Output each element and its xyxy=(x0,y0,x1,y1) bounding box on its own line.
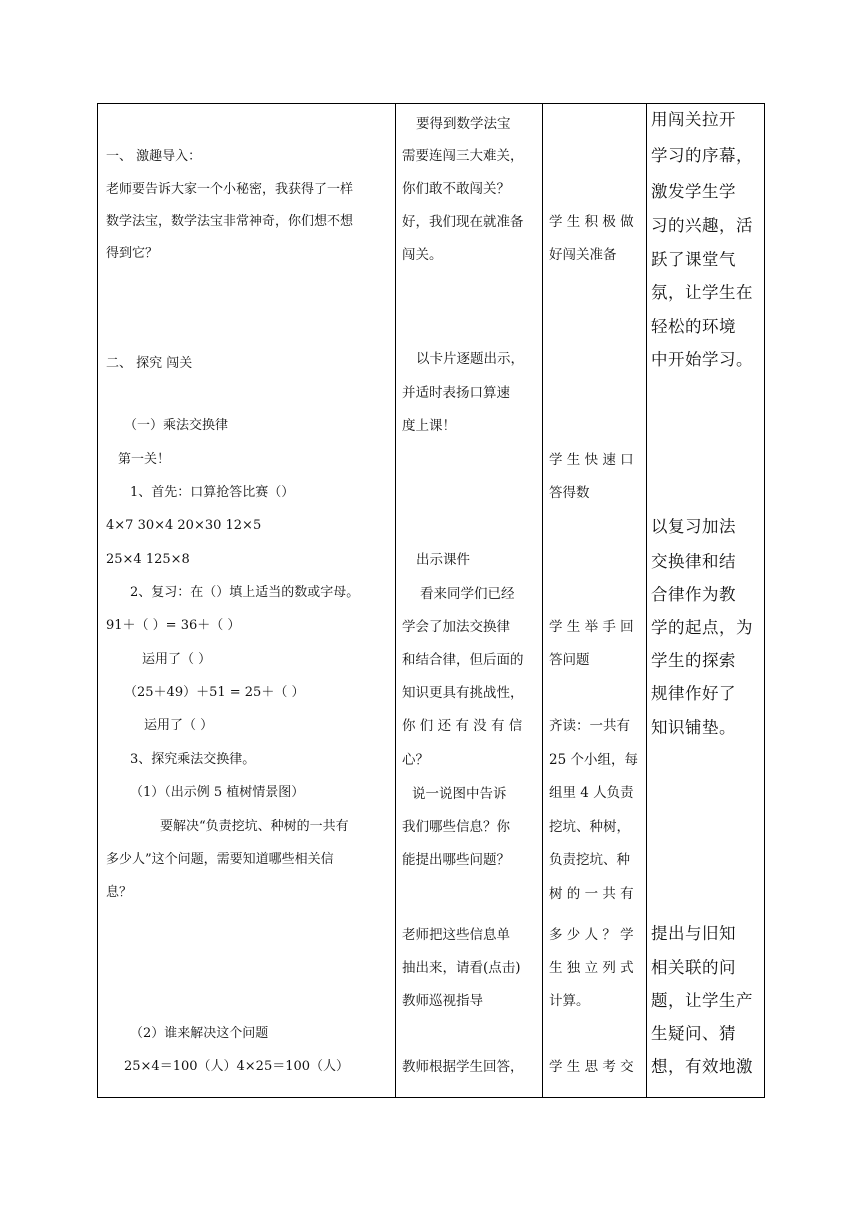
content-line: 老师要告诉大家一个小秘密，我获得了一样 xyxy=(106,182,354,197)
content-line: 中开始学习。 xyxy=(651,350,753,369)
content-line: 需要连闯三大难关， xyxy=(402,148,524,164)
content-line: 提出与旧知 xyxy=(651,924,736,943)
content-line: 能提出哪些问题？ xyxy=(402,852,510,868)
content-line: 学的起点，为 xyxy=(651,618,753,637)
content-line: （25＋49）＋51 = 25＋（ ） xyxy=(124,685,305,700)
content-line: 息？ xyxy=(106,885,133,900)
column-divider-3 xyxy=(646,104,647,1097)
content-line: 91＋（ ）= 36＋（ ） xyxy=(106,618,241,633)
content-line: 25×4 125×8 xyxy=(106,552,190,567)
content-line: 要解决“负责挖坑、种树的一共有 xyxy=(160,819,349,834)
content-line: 生 独 立 列 式 xyxy=(549,960,634,976)
content-line: 25 个小组，每 xyxy=(549,752,638,768)
content-line: 说一说图中告诉 xyxy=(412,786,507,802)
content-line: 好，我们现在就准备 xyxy=(402,214,524,230)
content-line: 老师把这些信息单 xyxy=(402,927,510,943)
content-line: 教师巡视指导 xyxy=(402,993,483,1009)
content-line: 知识铺垫。 xyxy=(651,718,736,737)
content-line: 3、探究乘法交换律。 xyxy=(130,752,256,767)
content-line: 答问题 xyxy=(549,652,590,668)
content-line: 负责挖坑、种 xyxy=(549,852,630,868)
content-line: 学 生 思 考 交 xyxy=(549,1059,634,1075)
content-line: 并适时表扬口算速 xyxy=(402,385,510,401)
content-line: 合律作为教 xyxy=(651,585,736,604)
content-line: 你们敢不敢闯关？ xyxy=(402,181,510,197)
content-line: 心？ xyxy=(402,752,429,768)
content-line: 1、首先：口算抢答比赛（） xyxy=(130,485,295,500)
content-line: 知识更具有挑战性， xyxy=(402,685,524,701)
content-line: 看来同学们已经 xyxy=(420,586,515,602)
column-divider-1 xyxy=(395,104,396,1097)
content-line: 2、复习：在（）填上适当的数或字母。 xyxy=(130,585,360,600)
content-line: 学 生 举 手 回 xyxy=(549,619,634,635)
content-line: 轻松的环境 xyxy=(651,317,736,336)
content-line: 交换律和结 xyxy=(651,552,736,571)
content-line: 教师根据学生回答， xyxy=(402,1059,524,1075)
content-line: 多 少 人 ？ 学 xyxy=(549,927,634,943)
content-line: 数学法宝，数学法宝非常神奇，你们想不想 xyxy=(106,214,354,229)
column-divider-2 xyxy=(542,104,543,1097)
content-line: 抽出来，请看(点击) xyxy=(402,960,521,976)
content-line: 氛，让学生在 xyxy=(651,283,753,302)
section-title-explore: 二、 探究 闯关 xyxy=(106,356,193,371)
content-line: 以复习加法 xyxy=(651,517,736,536)
content-line: 学会了加法交换律 xyxy=(402,619,510,635)
content-line: 挖坑、种树， xyxy=(549,819,630,835)
content-line: 跃了课堂气 xyxy=(651,250,736,269)
content-line: 出示课件 xyxy=(416,552,470,568)
content-line: 习的兴趣，活 xyxy=(651,216,753,235)
section-title-intro: 一、 激趣导入： xyxy=(106,149,202,164)
content-line: （2）谁来解决这个问题 xyxy=(130,1026,269,1041)
subsection-title: （一）乘法交换律 xyxy=(124,418,229,433)
content-line: 我们哪些信息？你 xyxy=(402,819,510,835)
content-line: 4×7 30×4 20×30 12×5 xyxy=(106,518,262,533)
content-line: 学 生 快 速 口 xyxy=(549,452,634,468)
content-line: 运用了（ ） xyxy=(144,718,214,733)
content-line: 多少人”这个问题，需要知道哪些相关信 xyxy=(106,852,334,867)
content-line: 组里 4 人负责 xyxy=(549,785,634,801)
content-line: 学 生 积 极 做 xyxy=(549,214,634,230)
content-line: 规律作好了 xyxy=(651,684,736,703)
content-line: 相关联的问 xyxy=(651,958,736,977)
content-line: 运用了（ ） xyxy=(142,652,212,667)
content-line: 度上课！ xyxy=(402,418,456,434)
lesson-plan-table xyxy=(97,103,765,1098)
content-line: 激发学生学 xyxy=(651,182,736,201)
content-line: 好闯关准备 xyxy=(549,247,617,263)
content-line: 闯关。 xyxy=(402,247,443,263)
content-line: 第一关！ xyxy=(118,452,171,467)
teaching-content-column xyxy=(106,104,392,1097)
content-line: 和结合律，但后面的 xyxy=(402,652,524,668)
content-line: 树 的 一 共 有 xyxy=(549,886,634,902)
content-line: 得到它？ xyxy=(106,246,159,261)
content-line: 计算。 xyxy=(549,993,590,1009)
content-line: 想，有效地激 xyxy=(651,1057,753,1076)
content-line: 答得数 xyxy=(549,485,590,501)
content-line: 题，让学生产 xyxy=(651,991,753,1010)
content-line: 齐读：一共有 xyxy=(549,718,630,734)
content-line: 要得到数学法宝 xyxy=(416,116,511,132)
content-line: 用闯关拉开 xyxy=(651,110,736,129)
content-line: 学习的序幕， xyxy=(651,146,753,165)
content-line: 学生的探索 xyxy=(651,651,736,670)
teacher-activity-column xyxy=(402,104,540,1097)
content-line: 以卡片逐题出示， xyxy=(416,351,524,367)
content-line: 生疑问、猜 xyxy=(651,1024,736,1043)
content-line: （1）（出示例 5 植树情景图） xyxy=(130,785,305,800)
design-intent-column xyxy=(651,104,764,1097)
content-line: 你 们 还 有 没 有 信 xyxy=(402,718,523,734)
content-line: 25×4＝100（人）4×25＝100（人） xyxy=(124,1059,350,1074)
student-activity-column xyxy=(549,104,644,1097)
